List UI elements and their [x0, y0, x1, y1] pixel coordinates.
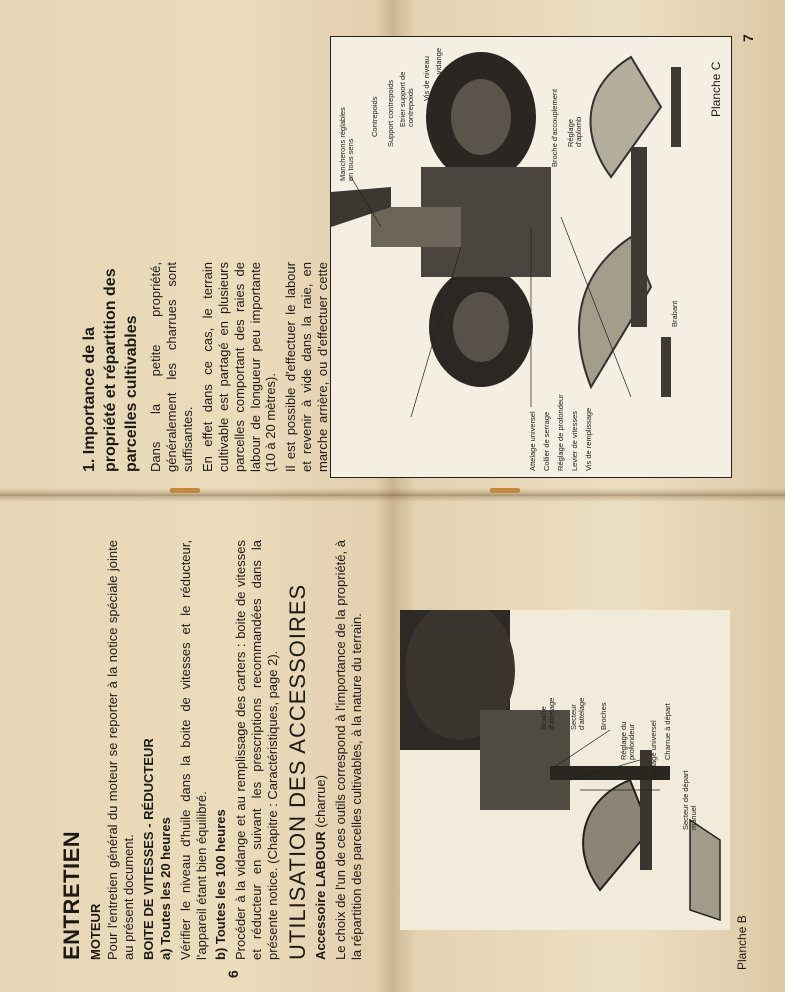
- accessoire-labour-suffix: (charrue): [313, 775, 329, 828]
- page-7-heading: 1. Importance de la propriété et répartition des parcelles cultivables: [81, 268, 140, 472]
- callout-reglage-aplomb: Réglage d'aplomb: [566, 116, 583, 147]
- callout-secteur-depart: Secteur de départ manuel: [681, 770, 698, 830]
- callout-brabant: Brabant: [670, 300, 679, 327]
- page-7-paragraph-1: Dans la petite propriété, généralement les charrues sont suffisantes.: [148, 262, 196, 472]
- page-6-rotated: [0, 500, 785, 990]
- planche-c-label: Planche C: [709, 61, 723, 117]
- brabant-photo: [330, 36, 732, 478]
- callout-attelage-universel-b: Attelage universel: [649, 720, 658, 780]
- entretien-title: ENTRETIEN: [59, 830, 84, 960]
- utilisation-accessoires-title: UTILISATION DES ACCESSOIRES: [285, 583, 310, 960]
- item-b-text: Procéder à la vidange et au remplissage des carters : boite de vitesses et réducteur en suivant les prescriptions recommandées dans la présente notice. (Chapitre : Caractéristiques, page 2).: [233, 540, 281, 960]
- accessoire-labour-label: Accessoire LABOUR: [313, 831, 329, 960]
- callout-secteur-attelage: Secteur d'attelage: [569, 697, 586, 730]
- moteur-heading: MOTEUR: [88, 903, 104, 960]
- callout-mancherons: Mancherons réglables en tous sens: [338, 107, 355, 181]
- callout-levier-vitesses: Levier de vitesses: [570, 410, 579, 471]
- page-6: [0, 500, 785, 990]
- boite-heading: BOITE DE VITESSES - RÉDUCTEUR: [140, 738, 156, 960]
- callout-charrue-depart: Charrue à départ: [663, 703, 672, 760]
- callout-contrepoids: Contrepoids: [370, 96, 379, 137]
- callout-broche-attelage: Broche d'attelage: [539, 697, 556, 730]
- callout-vis-remplissage: Vis de remplissage: [584, 407, 593, 471]
- page-7-paragraph-2: En effet dans ce cas, le terrain cultivable est partagé en plusieurs parcelles comportant des raies de labour de longueur peu importante (10 à 20 mètres).: [199, 262, 279, 472]
- callout-support-contrepoids: Support contrepoids: [386, 79, 395, 147]
- callout-broche-accouplement: Broche d'accouplement: [550, 88, 559, 167]
- page-number-6: 6: [225, 970, 241, 978]
- callout-collier-serrage: Collier de serrage: [542, 411, 551, 471]
- accessoire-text: Le choix de l'un de ces outils correspond à l'importance de la propriété, à la répartition des parcelles cultivables, à la nature du terrain.: [332, 540, 364, 960]
- callout-vis-vidange: Vis de vidange: [434, 47, 443, 97]
- page-7: [0, 2, 785, 492]
- callout-vis-niveau: Vis de niveau: [422, 56, 431, 101]
- item-a-text: Vérifier le niveau d'huile dans la boite de vitesses et le réducteur, l'appareil étant bien équilibré.: [177, 540, 209, 960]
- staple-right: [490, 488, 520, 493]
- planche-b-label: Planche B: [735, 915, 749, 970]
- item-b-heading: b) Toutes les 100 heures: [213, 809, 229, 960]
- callout-reglage-profondeur: Réglage de profondeur: [556, 394, 565, 471]
- accessoires-section: [280, 540, 369, 960]
- charrue-photo: [400, 610, 730, 930]
- callout-broches: Broches: [599, 702, 608, 730]
- page-7-paragraph-3: Il est possible d'effectuer le labour et revenir à vide dans la raie, en marche arrière, ou d'effectuer cette: [283, 262, 330, 472]
- callout-etrier: Etrier support de contrepoids: [398, 71, 415, 127]
- callout-reglage-profondeur-b: Réglage du profondeur: [619, 721, 636, 760]
- page-7-rotated: [0, 2, 785, 492]
- page-number-7: 7: [740, 34, 756, 42]
- callout-attelage-universel: Attelage universel: [528, 411, 537, 471]
- staple-left: [170, 488, 200, 493]
- moteur-text: Pour l'entretien général du moteur se reporter à la notice spéciale jointe au présent document.: [105, 540, 137, 960]
- page-6-text-column: [60, 540, 285, 960]
- item-a-heading: a) Toutes les 20 heures: [157, 817, 173, 960]
